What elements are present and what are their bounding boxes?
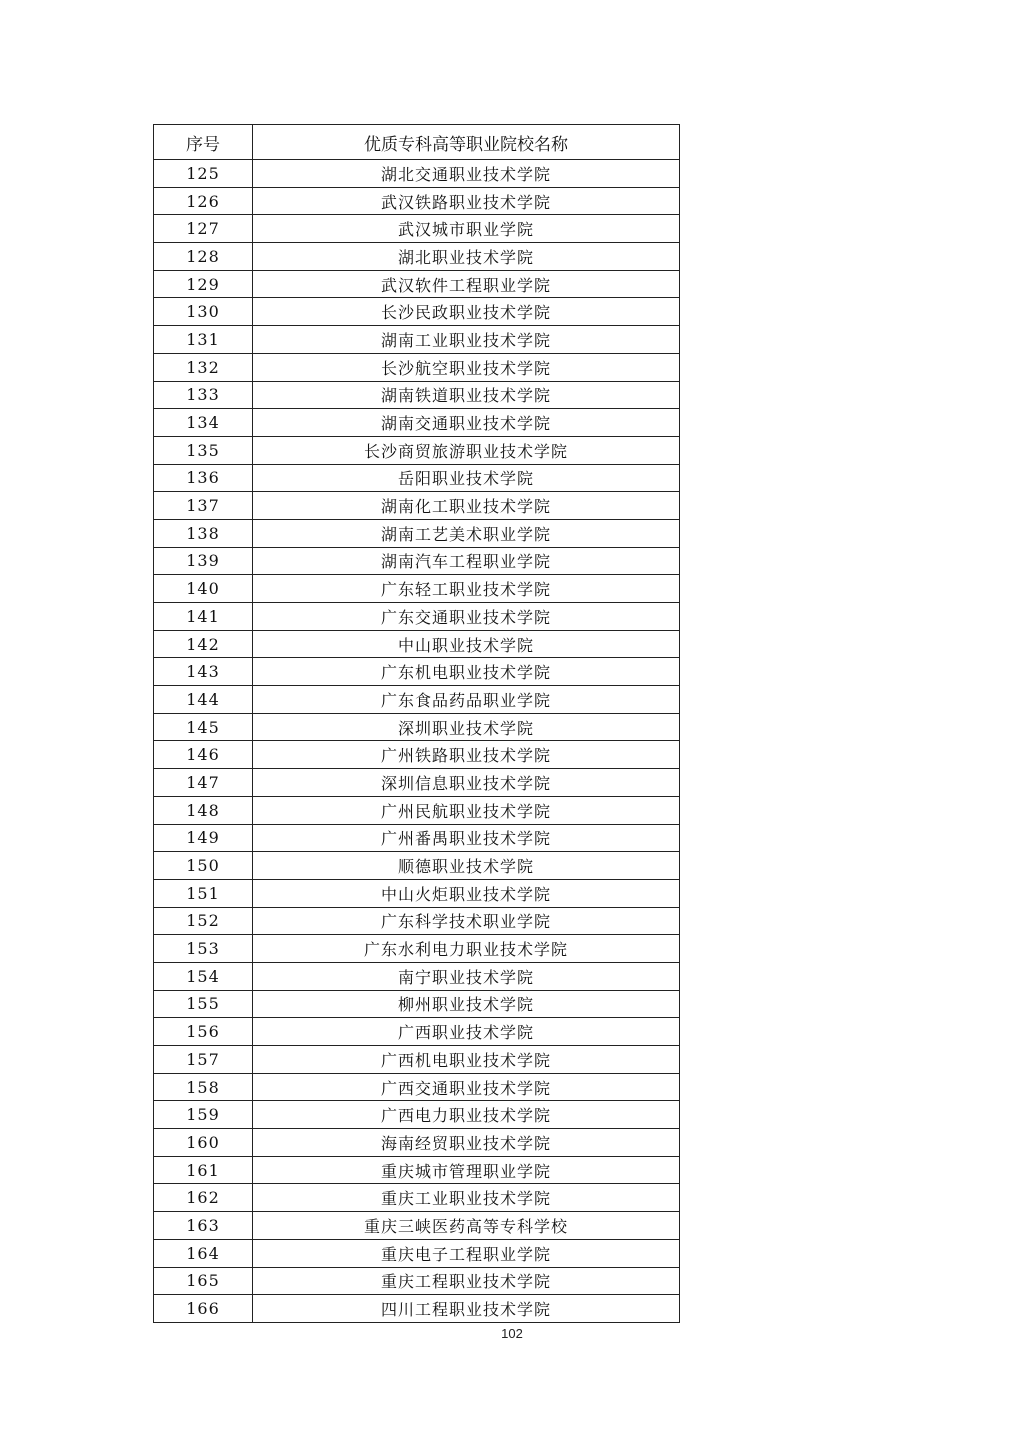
college-name: 广西交通职业技术学院 xyxy=(253,1073,680,1101)
row-number: 128 xyxy=(154,243,253,271)
header-college-name: 优质专科高等职业院校名称 xyxy=(253,125,680,160)
row-number: 162 xyxy=(154,1184,253,1212)
row-number: 157 xyxy=(154,1046,253,1074)
row-number: 158 xyxy=(154,1073,253,1101)
table-row xyxy=(154,686,680,714)
college-name: 深圳信息职业技术学院 xyxy=(253,769,680,797)
row-number: 144 xyxy=(154,686,253,714)
table-row xyxy=(154,1267,680,1295)
table-row xyxy=(154,962,680,990)
college-name: 长沙商贸旅游职业技术学院 xyxy=(253,436,680,464)
row-number: 152 xyxy=(154,907,253,935)
college-name: 重庆电子工程职业学院 xyxy=(253,1239,680,1267)
college-name: 广西电力职业技术学院 xyxy=(253,1101,680,1129)
college-name: 长沙航空职业技术学院 xyxy=(253,353,680,381)
table-row xyxy=(154,1184,680,1212)
table-row xyxy=(154,1156,680,1184)
college-name: 柳州职业技术学院 xyxy=(253,990,680,1018)
college-name: 广东交通职业技术学院 xyxy=(253,603,680,631)
college-name: 湖南工业职业技术学院 xyxy=(253,326,680,354)
table-row xyxy=(154,658,680,686)
row-number: 160 xyxy=(154,1129,253,1157)
college-name: 湖北交通职业技术学院 xyxy=(253,160,680,188)
table-row xyxy=(154,187,680,215)
row-number: 130 xyxy=(154,298,253,326)
table-row xyxy=(154,519,680,547)
row-number: 159 xyxy=(154,1101,253,1129)
row-number: 154 xyxy=(154,962,253,990)
college-name: 深圳职业技术学院 xyxy=(253,713,680,741)
table-row xyxy=(154,1101,680,1129)
table-row xyxy=(154,298,680,326)
table-row xyxy=(154,935,680,963)
table-row xyxy=(154,1212,680,1240)
row-number: 137 xyxy=(154,492,253,520)
college-name: 广西机电职业技术学院 xyxy=(253,1046,680,1074)
row-number: 142 xyxy=(154,630,253,658)
table-row xyxy=(154,713,680,741)
row-number: 151 xyxy=(154,879,253,907)
row-number: 145 xyxy=(154,713,253,741)
row-number: 129 xyxy=(154,270,253,298)
row-number: 140 xyxy=(154,575,253,603)
page-number: 102 xyxy=(501,1326,523,1341)
table-row xyxy=(154,1129,680,1157)
college-table xyxy=(153,124,680,1323)
row-number: 127 xyxy=(154,215,253,243)
college-name: 中山职业技术学院 xyxy=(253,630,680,658)
row-number: 165 xyxy=(154,1267,253,1295)
college-name: 岳阳职业技术学院 xyxy=(253,464,680,492)
table-row xyxy=(154,1018,680,1046)
college-name: 湖南交通职业技术学院 xyxy=(253,409,680,437)
college-name: 广东科学技术职业学院 xyxy=(253,907,680,935)
table-row xyxy=(154,381,680,409)
table-row xyxy=(154,630,680,658)
row-number: 164 xyxy=(154,1239,253,1267)
row-number: 132 xyxy=(154,353,253,381)
table-row xyxy=(154,492,680,520)
college-name: 广东轻工职业技术学院 xyxy=(253,575,680,603)
college-name: 广东水利电力职业技术学院 xyxy=(253,935,680,963)
row-number: 136 xyxy=(154,464,253,492)
college-name: 武汉城市职业学院 xyxy=(253,215,680,243)
table-row xyxy=(154,852,680,880)
table-row xyxy=(154,603,680,631)
college-name: 广西职业技术学院 xyxy=(253,1018,680,1046)
row-number: 126 xyxy=(154,187,253,215)
college-name: 海南经贸职业技术学院 xyxy=(253,1129,680,1157)
row-number: 153 xyxy=(154,935,253,963)
college-name: 顺德职业技术学院 xyxy=(253,852,680,880)
table-row xyxy=(154,769,680,797)
table-row xyxy=(154,907,680,935)
college-name: 湖南铁道职业技术学院 xyxy=(253,381,680,409)
table-row xyxy=(154,575,680,603)
row-number: 125 xyxy=(154,160,253,188)
table-row xyxy=(154,824,680,852)
row-number: 135 xyxy=(154,436,253,464)
table-row xyxy=(154,1073,680,1101)
row-number: 166 xyxy=(154,1295,253,1323)
table-row xyxy=(154,270,680,298)
row-number: 138 xyxy=(154,519,253,547)
college-name: 湖南汽车工程职业学院 xyxy=(253,547,680,575)
table-row xyxy=(154,436,680,464)
table-row xyxy=(154,464,680,492)
row-number: 150 xyxy=(154,852,253,880)
college-name: 广州民航职业技术学院 xyxy=(253,796,680,824)
college-name: 重庆工程职业技术学院 xyxy=(253,1267,680,1295)
college-name: 广州番禺职业技术学院 xyxy=(253,824,680,852)
college-name: 长沙民政职业技术学院 xyxy=(253,298,680,326)
table-row xyxy=(154,1239,680,1267)
table-row xyxy=(154,1046,680,1074)
table-row xyxy=(154,990,680,1018)
college-name: 重庆城市管理职业学院 xyxy=(253,1156,680,1184)
row-number: 131 xyxy=(154,326,253,354)
college-name: 湖北职业技术学院 xyxy=(253,243,680,271)
college-name: 四川工程职业技术学院 xyxy=(253,1295,680,1323)
row-number: 149 xyxy=(154,824,253,852)
table-row xyxy=(154,409,680,437)
college-name: 湖南化工职业技术学院 xyxy=(253,492,680,520)
row-number: 134 xyxy=(154,409,253,437)
college-name: 南宁职业技术学院 xyxy=(253,962,680,990)
row-number: 143 xyxy=(154,658,253,686)
row-number: 133 xyxy=(154,381,253,409)
college-name: 湖南工艺美术职业学院 xyxy=(253,519,680,547)
table-row xyxy=(154,160,680,188)
table-row xyxy=(154,243,680,271)
row-number: 155 xyxy=(154,990,253,1018)
college-name: 广东机电职业技术学院 xyxy=(253,658,680,686)
table-row xyxy=(154,547,680,575)
header-number: 序号 xyxy=(154,125,253,160)
college-name: 广州铁路职业技术学院 xyxy=(253,741,680,769)
row-number: 141 xyxy=(154,603,253,631)
table-row xyxy=(154,741,680,769)
row-number: 146 xyxy=(154,741,253,769)
row-number: 161 xyxy=(154,1156,253,1184)
row-number: 156 xyxy=(154,1018,253,1046)
college-name: 广东食品药品职业学院 xyxy=(253,686,680,714)
table-header-row xyxy=(154,125,680,160)
row-number: 139 xyxy=(154,547,253,575)
row-number: 147 xyxy=(154,769,253,797)
college-name: 重庆三峡医药高等专科学校 xyxy=(253,1212,680,1240)
table-row xyxy=(154,353,680,381)
table-body xyxy=(154,160,680,1323)
table-row xyxy=(154,215,680,243)
college-name: 武汉铁路职业技术学院 xyxy=(253,187,680,215)
row-number: 148 xyxy=(154,796,253,824)
table-row xyxy=(154,879,680,907)
college-name: 中山火炬职业技术学院 xyxy=(253,879,680,907)
college-name: 武汉软件工程职业学院 xyxy=(253,270,680,298)
table-row xyxy=(154,326,680,354)
row-number: 163 xyxy=(154,1212,253,1240)
college-name: 重庆工业职业技术学院 xyxy=(253,1184,680,1212)
table-row xyxy=(154,796,680,824)
table-row xyxy=(154,1295,680,1323)
